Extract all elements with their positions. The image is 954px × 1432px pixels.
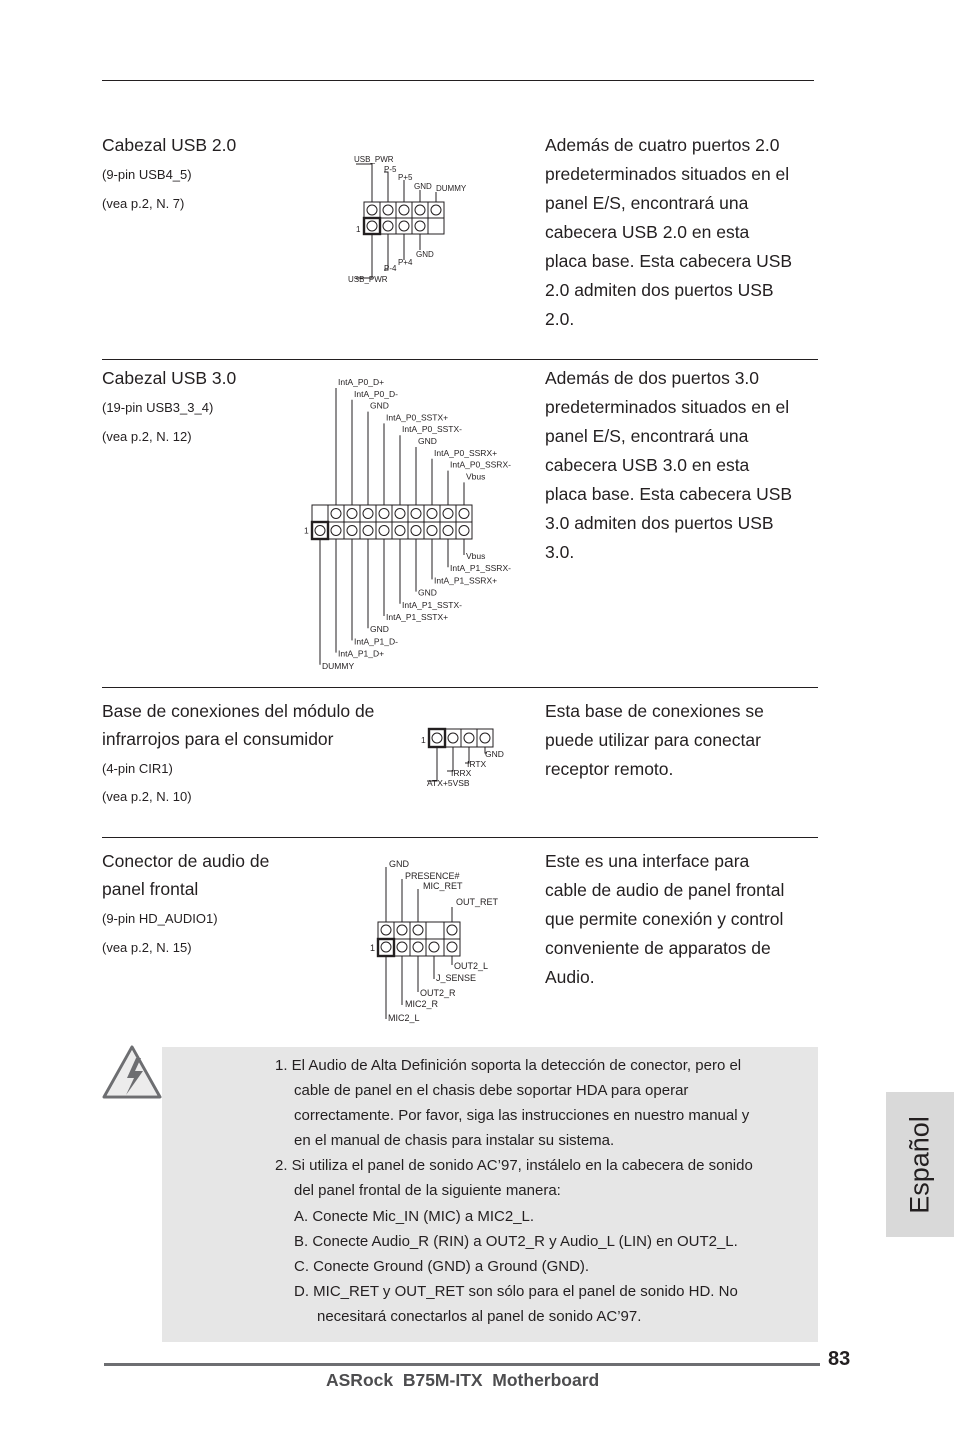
language-tab xyxy=(886,1092,954,1237)
diagram-label: P+4 xyxy=(398,258,413,267)
diagram-label: J_SENSE xyxy=(436,973,477,983)
section-title: Cabezal USB 3.0 xyxy=(102,368,237,388)
pin-info: (19-pin USB3_3_4) xyxy=(102,400,214,415)
diagram-label: DUMMY xyxy=(322,660,355,670)
usb30-pinout-diagram xyxy=(300,375,520,670)
diagram-label: IntA_P0_SSRX+ xyxy=(434,447,498,458)
footer-rule xyxy=(104,1363,820,1366)
section-divider xyxy=(102,359,818,360)
top-rule xyxy=(102,80,814,81)
diagram-label: P-4 xyxy=(384,264,397,273)
diagram-label: GND xyxy=(418,436,437,446)
section-description xyxy=(545,697,764,784)
diagram-label: P-5 xyxy=(384,165,397,174)
diagram-label: IntA_P1_SSRX- xyxy=(450,563,511,574)
section-description xyxy=(545,131,792,334)
audio-pinout-diagram xyxy=(362,855,512,1027)
desc-line: 3.0. xyxy=(545,542,575,562)
pin xyxy=(315,526,325,536)
diagram-label: DUMMY xyxy=(436,184,467,193)
desc-line: que permite conexión y control xyxy=(545,909,784,929)
diagram-label: P+5 xyxy=(398,173,413,182)
desc-line: predeterminados situados en el xyxy=(545,397,790,417)
pin xyxy=(443,526,453,536)
diagram-label: IntA_P0_D+ xyxy=(338,377,385,387)
pin xyxy=(379,526,389,536)
pin1-label: 1 xyxy=(304,525,309,536)
section-title-line: infrarrojos para el consumidor xyxy=(102,729,334,749)
note-line: cable de panel en el chasis debe soportar HDA para operar xyxy=(294,1082,689,1099)
desc-line: receptor remoto. xyxy=(545,759,674,779)
diagram-label: MIC2_R xyxy=(405,999,439,1009)
diagram-label: IntA_P0_SSRX- xyxy=(450,459,511,470)
diagram-label: IRRX xyxy=(451,768,472,778)
page-number: 83 xyxy=(828,1348,851,1370)
section-title-line: Conector de audio de xyxy=(102,851,270,871)
diagram-label: GND xyxy=(370,400,389,411)
pin1-label: 1 xyxy=(370,943,376,953)
diagram-label: GND xyxy=(416,250,434,259)
note-line: correctamente. Por favor, siga las instrucciones en nuestro manual y xyxy=(294,1107,750,1124)
note-line: B. Conecte Audio_R (RIN) a OUT2_R y Audio_L (LIN) en OUT2_L. xyxy=(294,1233,738,1250)
desc-line: predeterminados situados en el xyxy=(545,164,790,184)
desc-line: cabecera USB 3.0 en esta xyxy=(545,455,750,475)
diagram-label: USB_PWR xyxy=(354,155,394,164)
pin xyxy=(347,526,357,536)
pin xyxy=(331,509,341,519)
pin xyxy=(395,509,405,519)
desc-line: Además de dos puertos 3.0 xyxy=(545,368,760,388)
pin xyxy=(443,509,453,519)
diagram-label: IRTX xyxy=(467,759,487,769)
diagram-label: IntA_P0_SSTX- xyxy=(402,424,463,435)
pin xyxy=(379,509,389,519)
pin xyxy=(427,526,437,536)
diagram-label: IntA_P1_SSRX+ xyxy=(434,575,498,586)
section-divider xyxy=(102,837,818,838)
pin-info: (4-pin CIR1) xyxy=(102,761,173,776)
desc-line: conveniente de apparatos de xyxy=(545,938,771,958)
pin1-marker xyxy=(312,522,328,539)
desc-line: puede utilizar para conectar xyxy=(545,730,761,750)
note-line: necesitará conectarlos al panel de sonido AC’97. xyxy=(317,1308,642,1325)
desc-line: 2.0 admiten dos puertos USB xyxy=(545,280,774,300)
diagram-label: IntA_P0_D- xyxy=(354,388,398,399)
diagram-label: GND xyxy=(418,587,437,598)
cir-pinout-diagram xyxy=(415,725,515,790)
diagram-label: Vbus xyxy=(466,471,486,482)
desc-line: Esta base de conexiones se xyxy=(545,701,764,721)
ref-info: (vea p.2, N. 15) xyxy=(102,940,192,955)
desc-line: 3.0 admiten dos puertos USB xyxy=(545,513,774,533)
note-line: en el manual de chasis para instalar su sistema. xyxy=(294,1132,615,1149)
pin1-label: 1 xyxy=(356,225,361,234)
diagram-label: GND xyxy=(414,182,432,191)
diagram-label: Vbus xyxy=(466,551,486,561)
pin xyxy=(363,509,373,519)
desc-line: panel E/S, encontrará una xyxy=(545,193,749,213)
note-line: 2. Si utiliza el panel de sonido AC’97, instálelo en la cabecera de sonido xyxy=(275,1157,753,1174)
pin xyxy=(459,526,469,536)
pin-info: (9-pin HD_AUDIO1) xyxy=(102,911,218,926)
diagram-label: IntA_P1_D- xyxy=(354,636,398,647)
diagram-label: GND xyxy=(389,859,409,869)
section-title-line: panel frontal xyxy=(102,879,199,899)
section-description xyxy=(545,847,784,992)
diagram-label: PRESENCE# xyxy=(405,871,460,881)
desc-line: cabecera USB 2.0 en esta xyxy=(545,222,750,242)
note-line: D. MIC_RET y OUT_RET son sólo para el panel de sonido HD. No xyxy=(294,1283,738,1300)
diagram-label: MIC_RET xyxy=(423,881,463,891)
desc-line: Este es una interface para xyxy=(545,851,750,871)
diagram-label: IntA_P1_SSTX- xyxy=(402,599,463,610)
language-tab-label: Español xyxy=(904,1115,935,1214)
ref-info: (vea p.2, N. 7) xyxy=(102,196,185,211)
section-description xyxy=(545,364,792,567)
diagram-label: IntA_P1_SSTX+ xyxy=(386,612,449,622)
pin xyxy=(411,509,421,519)
desc-line: Además de cuatro puertos 2.0 xyxy=(545,135,780,155)
diagram-label: OUT2_L xyxy=(454,961,489,971)
pin xyxy=(347,509,357,519)
section-title: Cabezal USB 2.0 xyxy=(102,135,237,155)
ref-info: (vea p.2, N. 10) xyxy=(102,789,192,804)
section-title-line: Base de conexiones del módulo de xyxy=(102,701,375,721)
diagram-label: GND xyxy=(370,624,389,635)
pin xyxy=(459,509,469,519)
ref-info: (vea p.2, N. 12) xyxy=(102,429,192,444)
note-line: C. Conecte Ground (GND) a Ground (GND). xyxy=(294,1258,590,1275)
desc-line: panel E/S, encontrará una xyxy=(545,426,749,446)
note-line: 1. El Audio de Alta Definición soporta la detección de conector, pero el xyxy=(275,1057,742,1074)
diagram-label: IntA_P0_SSTX+ xyxy=(386,412,449,423)
diagram-label: ATX+5VSB xyxy=(427,778,470,788)
desc-line: placa base. Esta cabecera USB xyxy=(545,484,793,504)
warning-lightning-icon xyxy=(100,1044,164,1102)
desc-line: cable de audio de panel frontal xyxy=(545,880,785,900)
note-line: del panel frontal de la siguiente manera: xyxy=(294,1182,561,1199)
usb20-pinout-diagram xyxy=(340,150,480,290)
pin xyxy=(363,526,373,536)
desc-line: Audio. xyxy=(545,967,595,987)
pin xyxy=(427,509,437,519)
pin xyxy=(411,526,421,536)
note-line: A. Conecte Mic_IN (MIC) a MIC2_L. xyxy=(294,1208,535,1225)
desc-line: 2.0. xyxy=(545,309,575,329)
desc-line: placa base. Esta cabecera USB xyxy=(545,251,793,271)
diagram-label: GND xyxy=(485,749,504,759)
pin xyxy=(395,526,405,536)
section-divider xyxy=(102,687,818,688)
diagram-label: OUT2_R xyxy=(420,988,456,998)
pin-info: (9-pin USB4_5) xyxy=(102,167,192,182)
diagram-label: IntA_P1_D+ xyxy=(338,648,385,659)
footer-product: ASRock B75M-ITX Motherboard xyxy=(326,1370,600,1390)
diagram-label: USB_PWR xyxy=(348,275,388,284)
pin xyxy=(331,526,341,536)
pin1-label: 1 xyxy=(421,735,426,745)
note-box xyxy=(162,1047,818,1342)
diagram-label: MIC2_L xyxy=(388,1013,420,1023)
diagram-label: OUT_RET xyxy=(456,897,499,907)
